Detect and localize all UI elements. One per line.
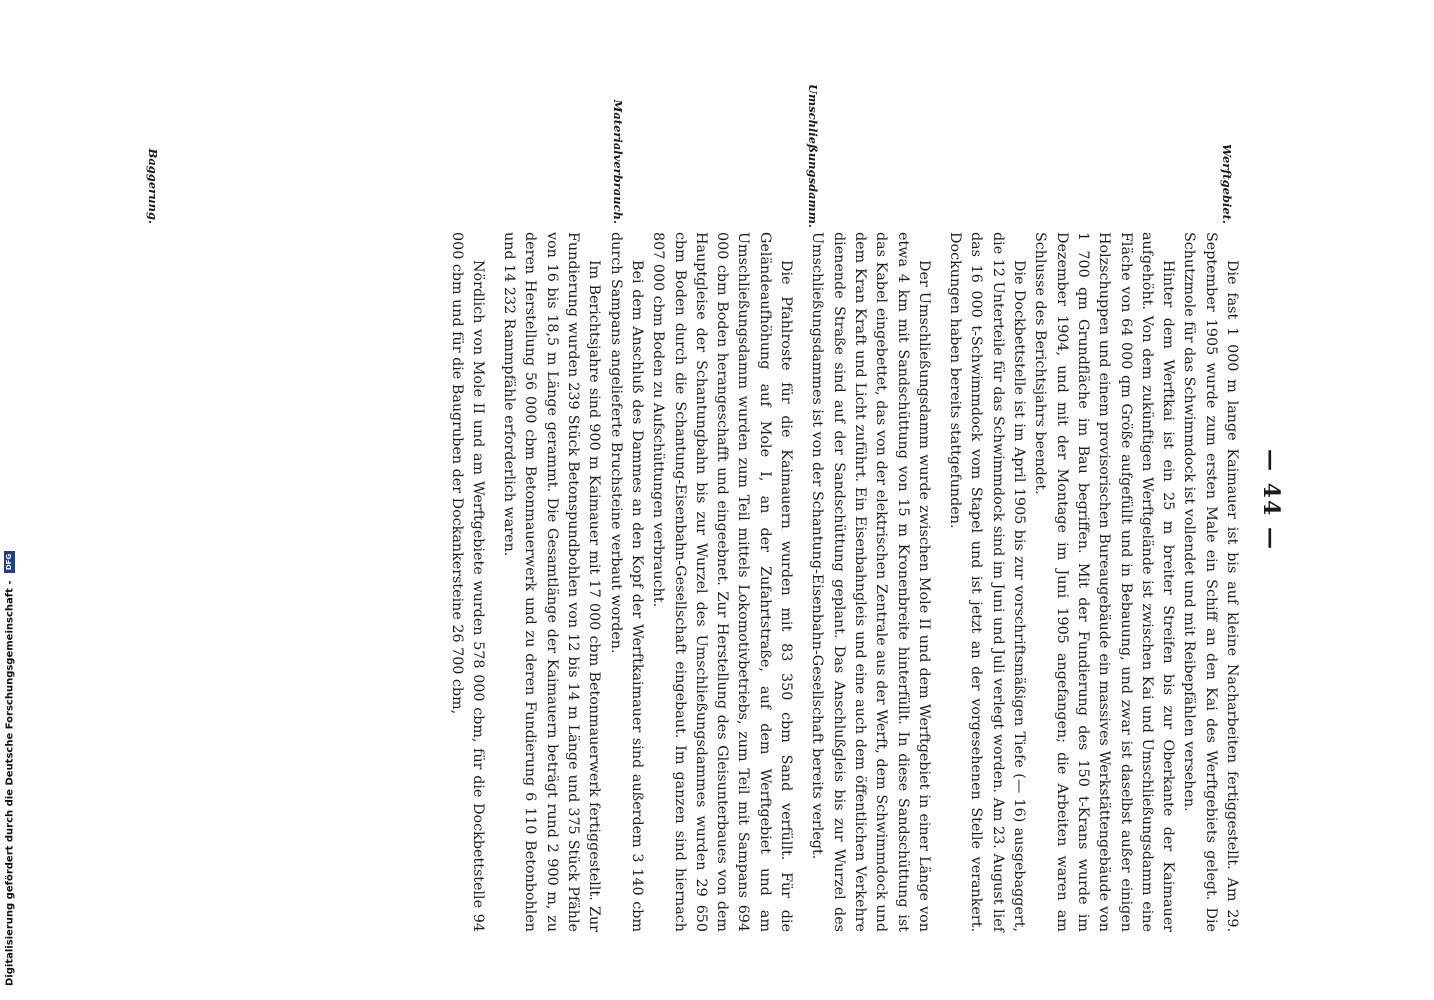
margin-note-materialverbrauch: Materialverbrauch. — [611, 99, 625, 224]
paragraph: Hinter dem Werftkai ist ein 25 m breiter Streifen bis zur Oberkante der Kaimauer aufgehöht. Von dem zukünftigen Werftgelände ist zwischen Kai und Umschließungsdamm eine Fläche von 64 000 qm Größe aufgefüllt und in Bebauung, und zwar ist daselbst außer einigen Holzschuppen und einem provisorischen Bureaugebäude ein massives Werkstättengebäude von 1 700 qm Grundfläche im Bau begriffen. Mit der Fundierung des 150 t-Krans wurde im Dezember 1904, und mit der Montage im Juni 1905 angefangen; die Arbeiten waren am Schlusse des Berichtsjahrs beendet. — [1032, 232, 1177, 932]
digitization-credit — [4, 6, 16, 986]
margin-note-werftgebiet: Werftgebiet. — [1220, 143, 1234, 224]
page-number: — 44 — — [1258, 449, 1284, 551]
paragraph: Nördlich von Mole II und am Werftgebiete wurden 578 000 cbm, für die Dockbettstelle 94 000 cbm und für die Baugruben der Dockankersteine 26 700 cbm, — [448, 232, 486, 932]
paragraph: Die Dockbettstelle ist im April 1905 bis zur vorschriftsmäßigen Tiefe (— 16) ausgebaggert, die 12 Unterteile für das Schwimmdock sind im Juni und Juli verlegt worden. Am 23. August lief das 16 000 t-Schwimmdock vom Stapel und ist jetzt an der vorgesehenen Stelle verankert. Dockungen haben bereits stattgefunden. — [947, 232, 1028, 932]
dfg-logo: DFG — [4, 551, 15, 573]
margin-note-baggerung: Baggerung. — [146, 148, 160, 224]
digitization-sidebar — [0, 0, 22, 1000]
digitization-text: Digitalisierung gefördert durch die Deutsche Forschungsgemeinschaft - — [4, 580, 16, 986]
paragraph: Bei dem Anschluß des Dammes an den Kopf der Werftkaimauer sind außerdem 3 140 cbm durch Sampans angelieferte Bruchsteine verbaut worden. — [607, 232, 645, 932]
body-text — [445, 232, 1242, 932]
paragraph: Die fast 1 000 m lange Kaimauer ist bis auf kleine Nacharbeiten fertiggestellt. Am 29. September 1905 wurde zum ersten Male ein Schiff an den Kai des Werftgebiets gelegt. Die Schutzmole für das Schwimmdock ist vollendet und mit Reibepfählen versehen. — [1181, 232, 1240, 932]
paragraph: Die Pfahlroste für die Kaimauern wurden mit 83 350 cbm Sand verfüllt. Für die Geländeaufhöhung auf Mole I, an der Zufahrtstraße, auf dem Werftgebiet und am Umschließungsdamm wurden zum Teil mittels Lokomotivbetriebs, zum Teil mit Sampans 694 000 cbm Boden herangeschafft und eingeebnet. Zur Herstellung des Gleisunterbaues von dem Hauptgleise der Schantungbahn bis zur Wurzel des Umschließungsdammes wurden 29 650 cbm Boden durch die Schantung-Eisenbahn-Gesellschaft eingebaut. Im ganzen sind hiernach 807 000 cbm Boden zu Aufschüttungen verbraucht. — [650, 232, 795, 932]
paragraph: Der Umschließungsdamm wurde zwischen Mole II und dem Werftgebiet in einer Länge von etwa 4 km mit Sandschüttung von 15 m Kronenbreite hinterfüllt. In diese Sandschüttung ist das Kabel eingebettet, das von der elektrischen Zentrale aus der Werft, dem Schwimmdock und dem Kran Kraft und Licht zuführt. Ein Eisenbahngleis und eine auch dem öffentlichen Verkehre dienende Straße sind auf der Sandschüttung geplant. Das Anschlußgleis bis zur Wurzel des Umschließungsdammes ist von der Schantung-Eisenbahn-Gesellschaft bereits verlegt. — [809, 232, 932, 932]
margin-note-umschliessungsdamm: Umschließungsdamm. — [806, 84, 820, 228]
paragraph: Im Berichtsjahre sind 900 m Kaimauer mit 17 000 cbm Betonmauerwerk fertiggestellt. Zur Fundierung wurden 239 Stück Betonspundbohlen von 12 bis 14 m Länge und 375 Stück Pfähle von 16 bis 18,5 m Länge gerammt. Die Gesamtlänge der Kaimauern beträgt rund 2 900 m, zu deren Herstellung 56 000 cbm Betonmauerwerk und zu deren Fundierung 6 110 Betonbohlen und 14 232 Rammpfähle erforderlich waren. — [501, 232, 603, 932]
